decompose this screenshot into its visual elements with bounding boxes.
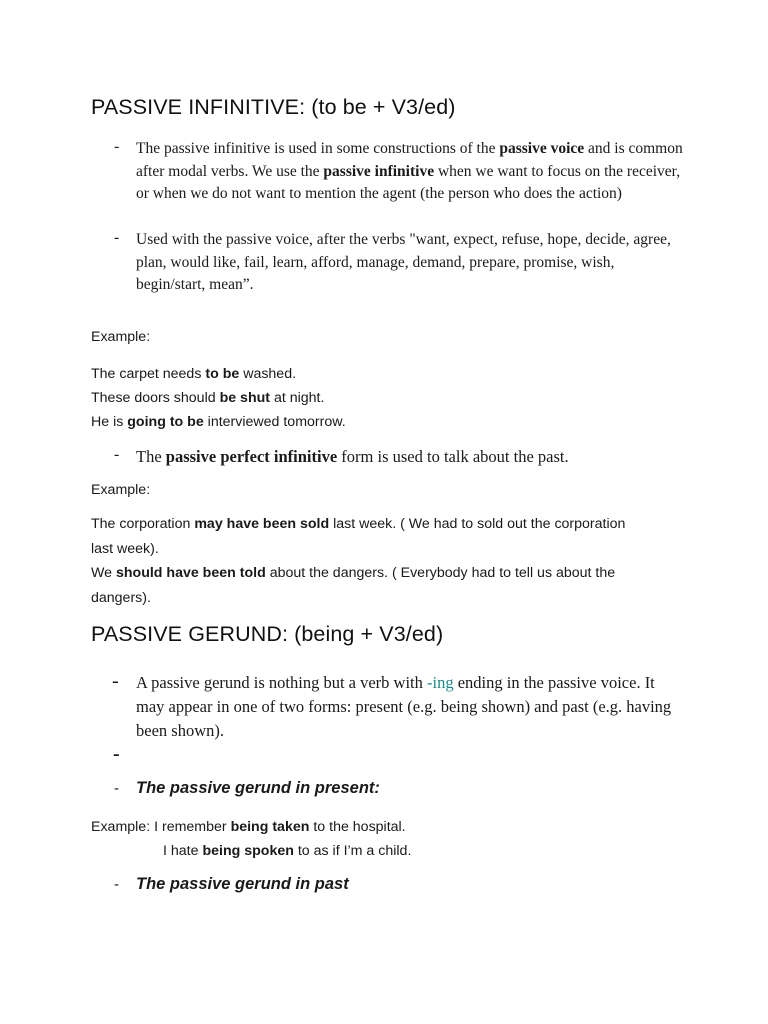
bullet-verbs-list: Used with the passive voice, after the verbs "want, expect, refuse, hope, decide, agree, plan, would like, fail, learn, afford, manage, demand, prepare, promise, wish, begin/start, mean”.: [136, 231, 671, 293]
example-label: Example:: [91, 482, 151, 498]
example-label: Example:: [91, 329, 151, 345]
bullet-dash: -: [114, 138, 120, 155]
example-sentence: I hate being spoken to as if I’m a child.: [163, 843, 412, 859]
bullet-dash: -: [112, 670, 119, 692]
example-sentence: These doors should be shut at night.: [91, 390, 325, 406]
bullet-dash: -: [114, 229, 120, 246]
subheading-passive-gerund-present: The passive gerund in present:: [136, 779, 380, 797]
bullet-dash: -: [113, 743, 120, 765]
subheading-passive-gerund-past: The passive gerund in past: [136, 875, 349, 893]
bullet-passive-perfect-infinitive: The passive perfect infinitive form is used to talk about the past.: [136, 447, 569, 466]
bullet-dash: -: [114, 876, 119, 893]
example-sentence: We should have been told about the dangers. ( Everybody had to tell us about the dangers).: [91, 565, 616, 606]
example-sentence: Example: I remember being taken to the hospital.: [91, 819, 406, 835]
bullet-passive-gerund-definition: A passive gerund is nothing but a verb with -ing ending in the passive voice. It may appear in one of two forms: present (e.g. being shown) and past (e.g. having been shown).: [136, 673, 672, 740]
example-sentence: He is going to be interviewed tomorrow.: [91, 414, 346, 430]
bullet-passive-infinitive-definition: The passive infinitive is used in some constructions of the passive voice and is common after modal verbs. We use the passive infinitive when we want to focus on the receiver, or when we do not want to mention the agent (the person who does the action): [136, 140, 683, 202]
example-sentence: The carpet needs to be washed.: [91, 366, 297, 382]
section-heading-passive-infinitive: PASSIVE INFINITIVE: (to be + V3/ed): [91, 95, 456, 119]
bullet-dash: -: [114, 780, 119, 797]
section-heading-passive-gerund: PASSIVE GERUND: (being + V3/ed): [91, 622, 444, 646]
example-sentence: The corporation may have been sold last week. ( We had to sold out the corporation last week).: [91, 516, 626, 557]
bullet-dash: -: [114, 446, 120, 463]
